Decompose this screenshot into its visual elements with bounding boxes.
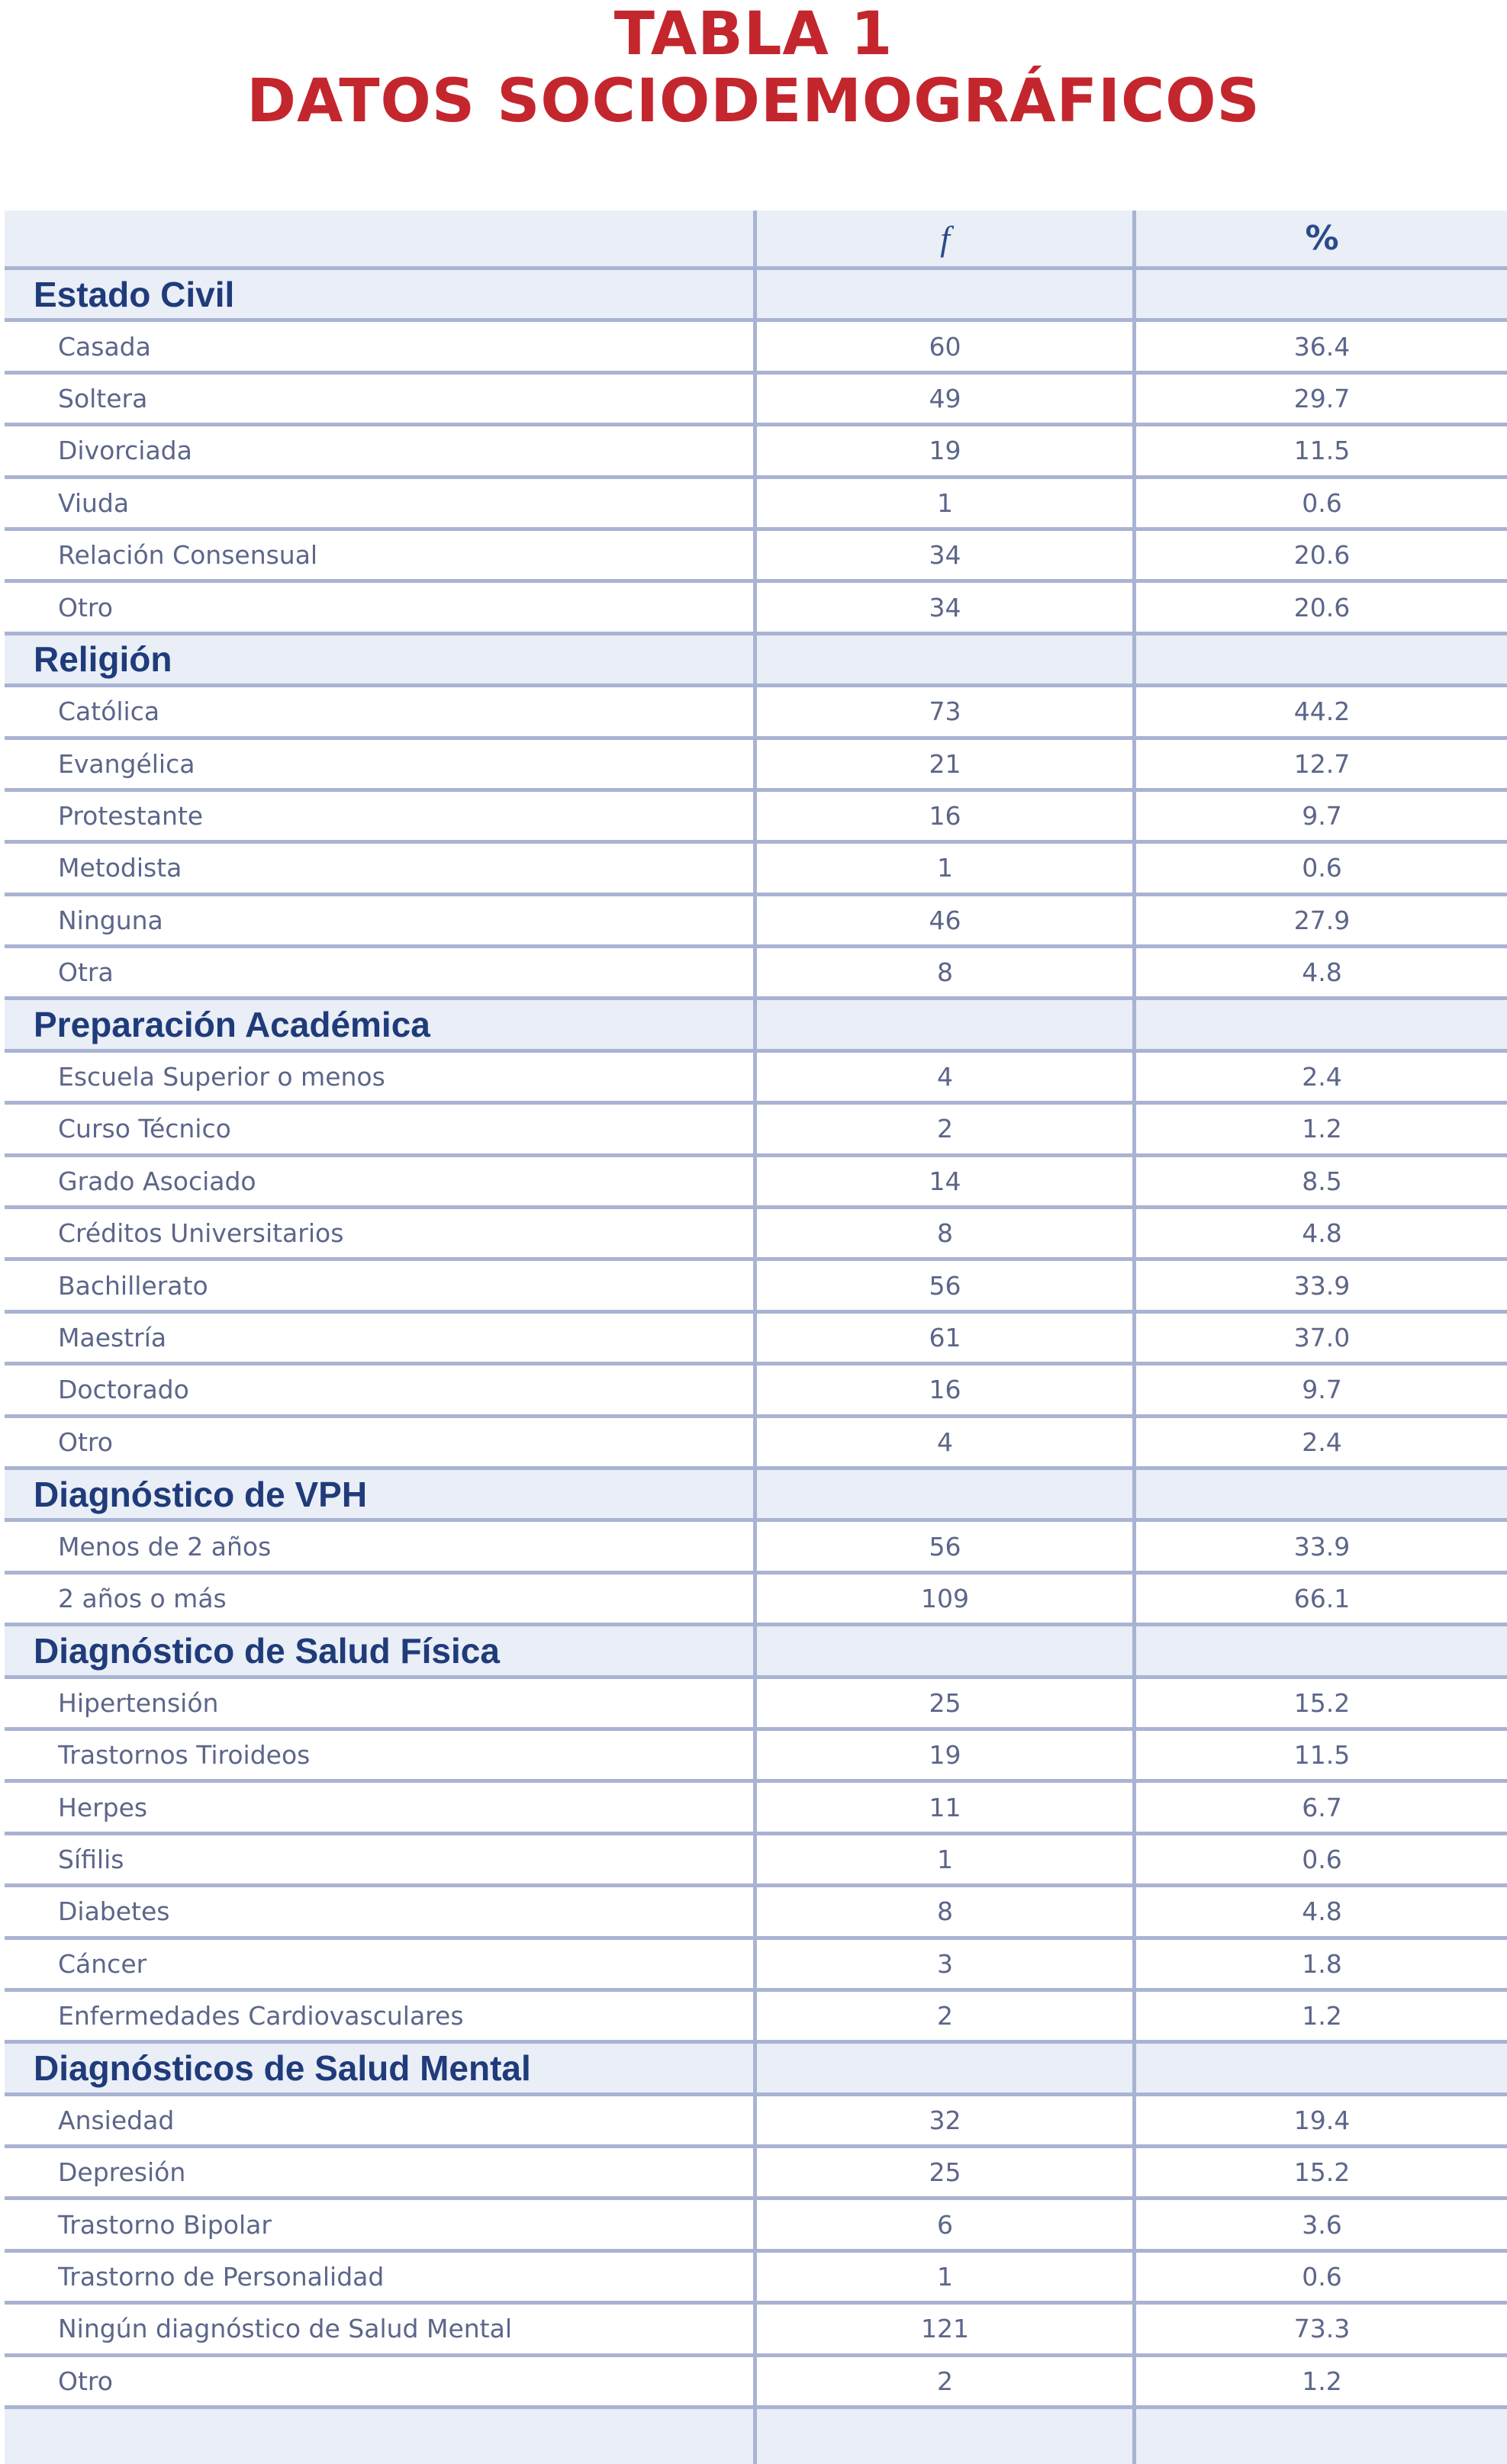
percent-value: 11.5 [1293, 1740, 1351, 1771]
row-label: Trastorno de Personalidad [58, 2262, 385, 2292]
frequency-value: 60 [929, 331, 961, 362]
percent-value: 4.8 [1302, 1896, 1342, 1927]
percent-value: 3.6 [1302, 2209, 1342, 2240]
percent-value: 73.3 [1293, 2314, 1351, 2344]
row-label: Escuela Superior o menos [58, 1062, 385, 1092]
percent-value: 36.4 [1293, 331, 1351, 362]
frequency-value: 21 [929, 748, 961, 779]
table-footer-row [5, 2409, 1507, 2464]
category-label: Preparación Académica [34, 1005, 430, 1045]
row-label: Ninguna [58, 905, 163, 935]
row-label: Otra [58, 957, 114, 988]
frequency-value: 121 [921, 2314, 969, 2344]
percent-value: 4.8 [1302, 1218, 1342, 1249]
header-label-cell [5, 211, 753, 266]
table-row [5, 948, 1507, 1000]
table-row [5, 687, 1507, 739]
row-label: Divorciada [58, 436, 192, 466]
frequency-value: 25 [929, 2157, 961, 2188]
frequency-value: 19 [929, 436, 961, 466]
frequency-value: 14 [929, 1166, 961, 1196]
table-row [5, 1575, 1507, 1626]
table-row [5, 1314, 1507, 1365]
row-label: Otro [58, 592, 113, 622]
table-title-line2: DATOS SOCIODEMOGRÁFICOS [246, 67, 1261, 136]
frequency-value: 8 [937, 957, 953, 988]
table-row [5, 1522, 1507, 1574]
row-label: Católica [58, 696, 160, 727]
percent-value: 4.8 [1302, 957, 1342, 988]
row-label: Sífilis [58, 1844, 124, 1874]
frequency-value: 1 [937, 487, 953, 518]
table-row [5, 1053, 1507, 1105]
row-label: Doctorado [58, 1375, 189, 1405]
frequency-value: 4 [937, 1427, 953, 1457]
table-row [5, 1365, 1507, 1417]
table-row [5, 2305, 1507, 2356]
frequency-value: 109 [921, 1583, 969, 1613]
row-label: Bachillerato [58, 1270, 208, 1301]
percent-value: 0.6 [1302, 1844, 1342, 1874]
table-row [5, 1418, 1507, 1470]
table-row [5, 1261, 1507, 1313]
percent-value: 15.2 [1293, 1687, 1351, 1718]
frequency-value: 11 [929, 1792, 961, 1822]
table-row [5, 531, 1507, 583]
percent-value: 20.6 [1293, 592, 1351, 622]
frequency-value: 8 [937, 1218, 953, 1249]
frequency-value: 34 [929, 592, 961, 622]
percent-value: 20.6 [1293, 540, 1351, 571]
row-label: Ansiedad [58, 2105, 175, 2135]
frequency-value: 56 [929, 1531, 961, 1562]
category-label: Diagnósticos de Salud Mental [34, 2047, 531, 2088]
row-label: Metodista [58, 853, 182, 883]
sociodemographic-table [5, 211, 1507, 2464]
row-label: Curso Técnico [58, 1114, 231, 1144]
table-row [5, 896, 1507, 948]
category-row [5, 270, 1507, 322]
row-label: Cáncer [58, 1948, 147, 1979]
frequency-value: 34 [929, 540, 961, 571]
row-label: Depresión [58, 2157, 186, 2188]
table-row [5, 1105, 1507, 1156]
table-row [5, 2148, 1507, 2200]
row-label: Diabetes [58, 1896, 170, 1927]
percent-value: 33.9 [1293, 1270, 1351, 1301]
frequency-value: 1 [937, 2262, 953, 2292]
frequency-value: 2 [937, 2001, 953, 2031]
row-label: Trastorno Bipolar [58, 2209, 272, 2240]
percent-value: 0.6 [1302, 2262, 1342, 2292]
frequency-value: 6 [937, 2209, 953, 2240]
row-label: Trastornos Tiroideos [58, 1740, 311, 1771]
table-row [5, 479, 1507, 531]
frequency-value: 61 [929, 1323, 961, 1353]
row-label: Protestante [58, 801, 204, 832]
frequency-value: 32 [929, 2105, 961, 2135]
percent-value: 6.7 [1302, 1792, 1342, 1822]
frequency-value: 16 [929, 1375, 961, 1405]
row-label: Herpes [58, 1792, 148, 1822]
frequency-value: 8 [937, 1896, 953, 1927]
percent-value: 12.7 [1293, 748, 1351, 779]
percent-value: 9.7 [1302, 801, 1342, 832]
table-title-line1: TABLA 1 [613, 0, 894, 69]
header-frequency: f [940, 219, 950, 258]
percent-value: 11.5 [1293, 436, 1351, 466]
table-row [5, 375, 1507, 426]
table-row [5, 583, 1507, 635]
row-label: Soltera [58, 383, 148, 413]
row-label: Maestría [58, 1323, 167, 1353]
category-row [5, 635, 1507, 687]
frequency-value: 1 [937, 1844, 953, 1874]
category-row [5, 1626, 1507, 1678]
frequency-value: 56 [929, 1270, 961, 1301]
frequency-value: 19 [929, 1740, 961, 1771]
frequency-value: 46 [929, 905, 961, 935]
percent-value: 1.2 [1302, 2366, 1342, 2396]
frequency-value: 49 [929, 383, 961, 413]
row-label: Créditos Universitarios [58, 1218, 344, 1249]
header-percent: % [1305, 219, 1339, 258]
row-label: Casada [58, 331, 151, 362]
frequency-value: 2 [937, 1114, 953, 1144]
table-row [5, 1157, 1507, 1209]
frequency-value: 4 [937, 1062, 953, 1092]
row-label: Evangélica [58, 748, 195, 779]
category-label: Diagnóstico de Salud Física [34, 1630, 500, 1671]
row-label: 2 años o más [58, 1583, 227, 1613]
percent-value: 0.6 [1302, 487, 1342, 518]
row-label: Viuda [58, 487, 130, 518]
row-label: Ningún diagnóstico de Salud Mental [58, 2314, 512, 2344]
row-label: Relación Consensual [58, 540, 318, 571]
table-row [5, 1992, 1507, 2044]
frequency-value: 1 [937, 853, 953, 883]
frequency-value: 73 [929, 696, 961, 727]
table-row [5, 792, 1507, 844]
percent-value: 44.2 [1293, 696, 1351, 727]
percent-value: 33.9 [1293, 1531, 1351, 1562]
table-row [5, 322, 1507, 374]
table-row [5, 1731, 1507, 1783]
percent-value: 66.1 [1293, 1583, 1351, 1613]
frequency-value: 3 [937, 1948, 953, 1979]
percent-value: 0.6 [1302, 853, 1342, 883]
percent-value: 29.7 [1293, 383, 1351, 413]
row-label: Menos de 2 años [58, 1531, 272, 1562]
percent-value: 19.4 [1293, 2105, 1351, 2135]
row-label: Otro [58, 2366, 113, 2396]
percent-value: 37.0 [1293, 1323, 1351, 1353]
category-row [5, 1470, 1507, 1522]
row-label: Enfermedades Cardiovasculares [58, 2001, 464, 2031]
table-row [5, 2096, 1507, 2148]
table-row [5, 1209, 1507, 1261]
table-row [5, 1835, 1507, 1887]
percent-value: 1.2 [1302, 2001, 1342, 2031]
frequency-value: 2 [937, 2366, 953, 2396]
table-row [5, 426, 1507, 478]
table-row [5, 2200, 1507, 2252]
table-row [5, 1887, 1507, 1939]
percent-value: 27.9 [1293, 905, 1351, 935]
table-row [5, 1679, 1507, 1731]
row-label: Hipertensión [58, 1687, 219, 1718]
percent-value: 1.8 [1302, 1948, 1342, 1979]
percent-value: 2.4 [1302, 1062, 1342, 1092]
table-row [5, 2253, 1507, 2305]
table-row [5, 2357, 1507, 2409]
row-label: Grado Asociado [58, 1166, 256, 1196]
table-row [5, 1940, 1507, 1992]
percent-value: 2.4 [1302, 1427, 1342, 1457]
table-row [5, 740, 1507, 792]
category-row [5, 2044, 1507, 2096]
percent-value: 1.2 [1302, 1114, 1342, 1144]
frequency-value: 16 [929, 801, 961, 832]
frequency-value: 25 [929, 1687, 961, 1718]
percent-value: 8.5 [1302, 1166, 1342, 1196]
category-label: Diagnóstico de VPH [34, 1474, 368, 1514]
category-row [5, 1000, 1507, 1052]
table-row [5, 1783, 1507, 1835]
table-header-row [5, 211, 1507, 270]
row-label: Otro [58, 1427, 113, 1457]
category-label: Estado Civil [34, 274, 235, 314]
category-label: Religión [34, 639, 172, 680]
percent-value: 15.2 [1293, 2157, 1351, 2188]
table-row [5, 844, 1507, 896]
percent-value: 9.7 [1302, 1375, 1342, 1405]
